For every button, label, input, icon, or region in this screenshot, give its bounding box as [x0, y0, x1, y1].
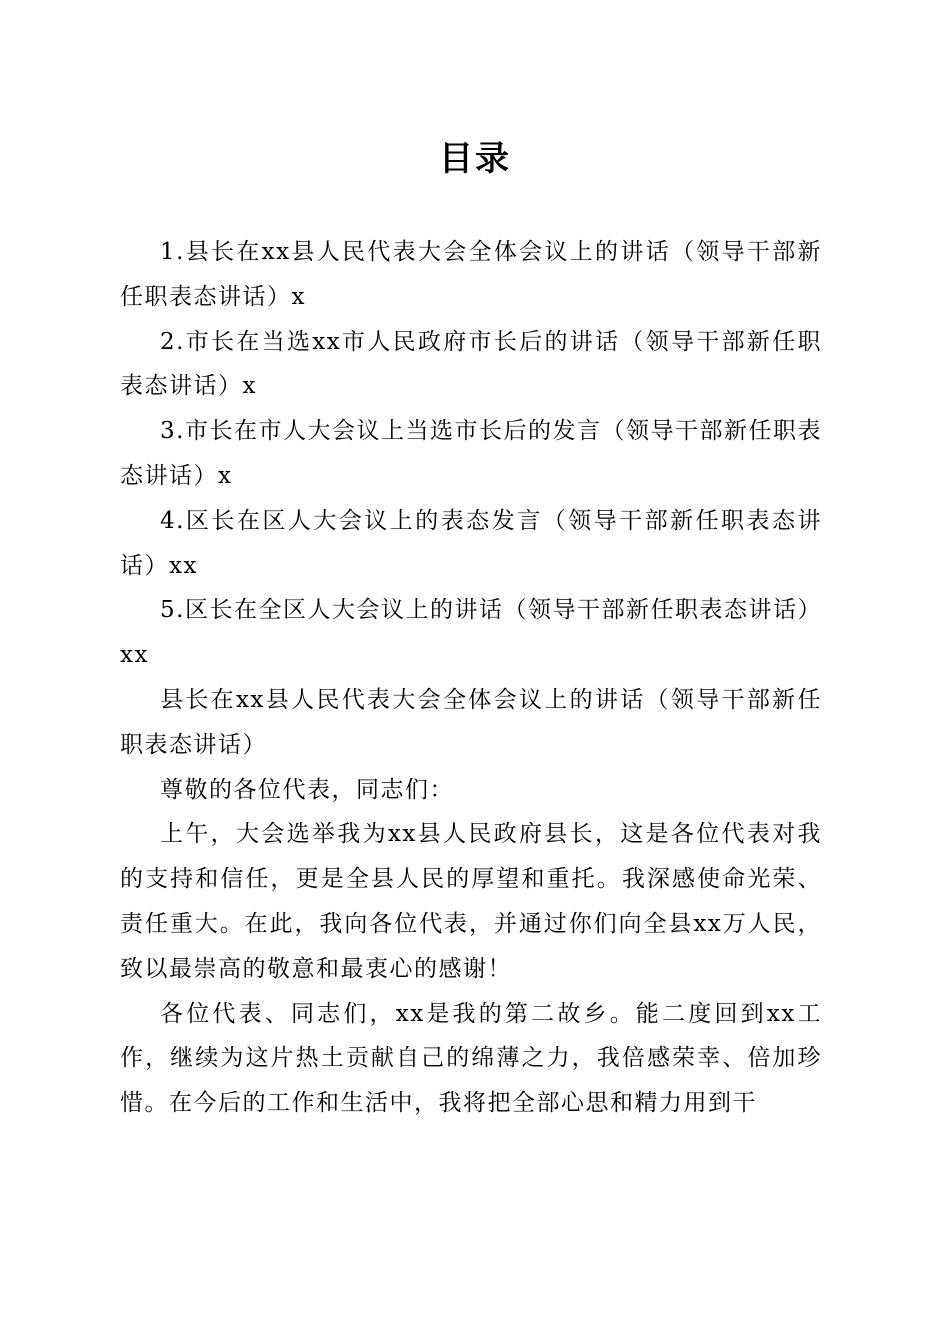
body-paragraph-2: 各位代表、同志们，xx是我的第二故乡。能二度回到xx工作，继续为这片热土贡献自己的绵薄之力，我倍感荣幸、倍加珍惜。在今后的工作和生活中，我将把全部心思和精力用到干 — [120, 1000, 822, 1117]
body-paragraph-1: 上午，大会选举我为xx县人民政府县长，这是各位代表对我的支持和信任，更是全县人民的厚望和重托。我深感使命光荣、责任重大。在此，我向各位代表，并通过你们向全县xx万人民，致以最崇高的敬意和最衷心的感谢！ — [120, 821, 822, 982]
toc-entry-5: 5.区长在全区人大会议上的讲话（领导干部新任职表态讲话）xx — [120, 597, 822, 669]
toc-entry-1: 1.县长在xx县人民代表大会全体会议上的讲话（领导干部新任职表态讲话）x — [120, 239, 822, 310]
article-title: 县长在xx县人民代表大会全体会议上的讲话（领导干部新任职表态讲话） — [120, 686, 822, 758]
salutation: 尊敬的各位代表，同志们： — [160, 776, 454, 803]
toc-entry-2: 2.市长在当选xx市人民政府市长后的讲话（领导干部新任职表态讲话）x — [120, 328, 822, 400]
toc-entry-3: 3.市长在市人大会议上当选市长后的发言（领导干部新任职表态讲话）x — [120, 418, 822, 489]
page-title: 目录 — [439, 139, 511, 179]
toc-entry-4: 4.区长在区人大会议上的表态发言（领导干部新任职表态讲话）xx — [120, 507, 822, 579]
document-body — [120, 230, 822, 1126]
